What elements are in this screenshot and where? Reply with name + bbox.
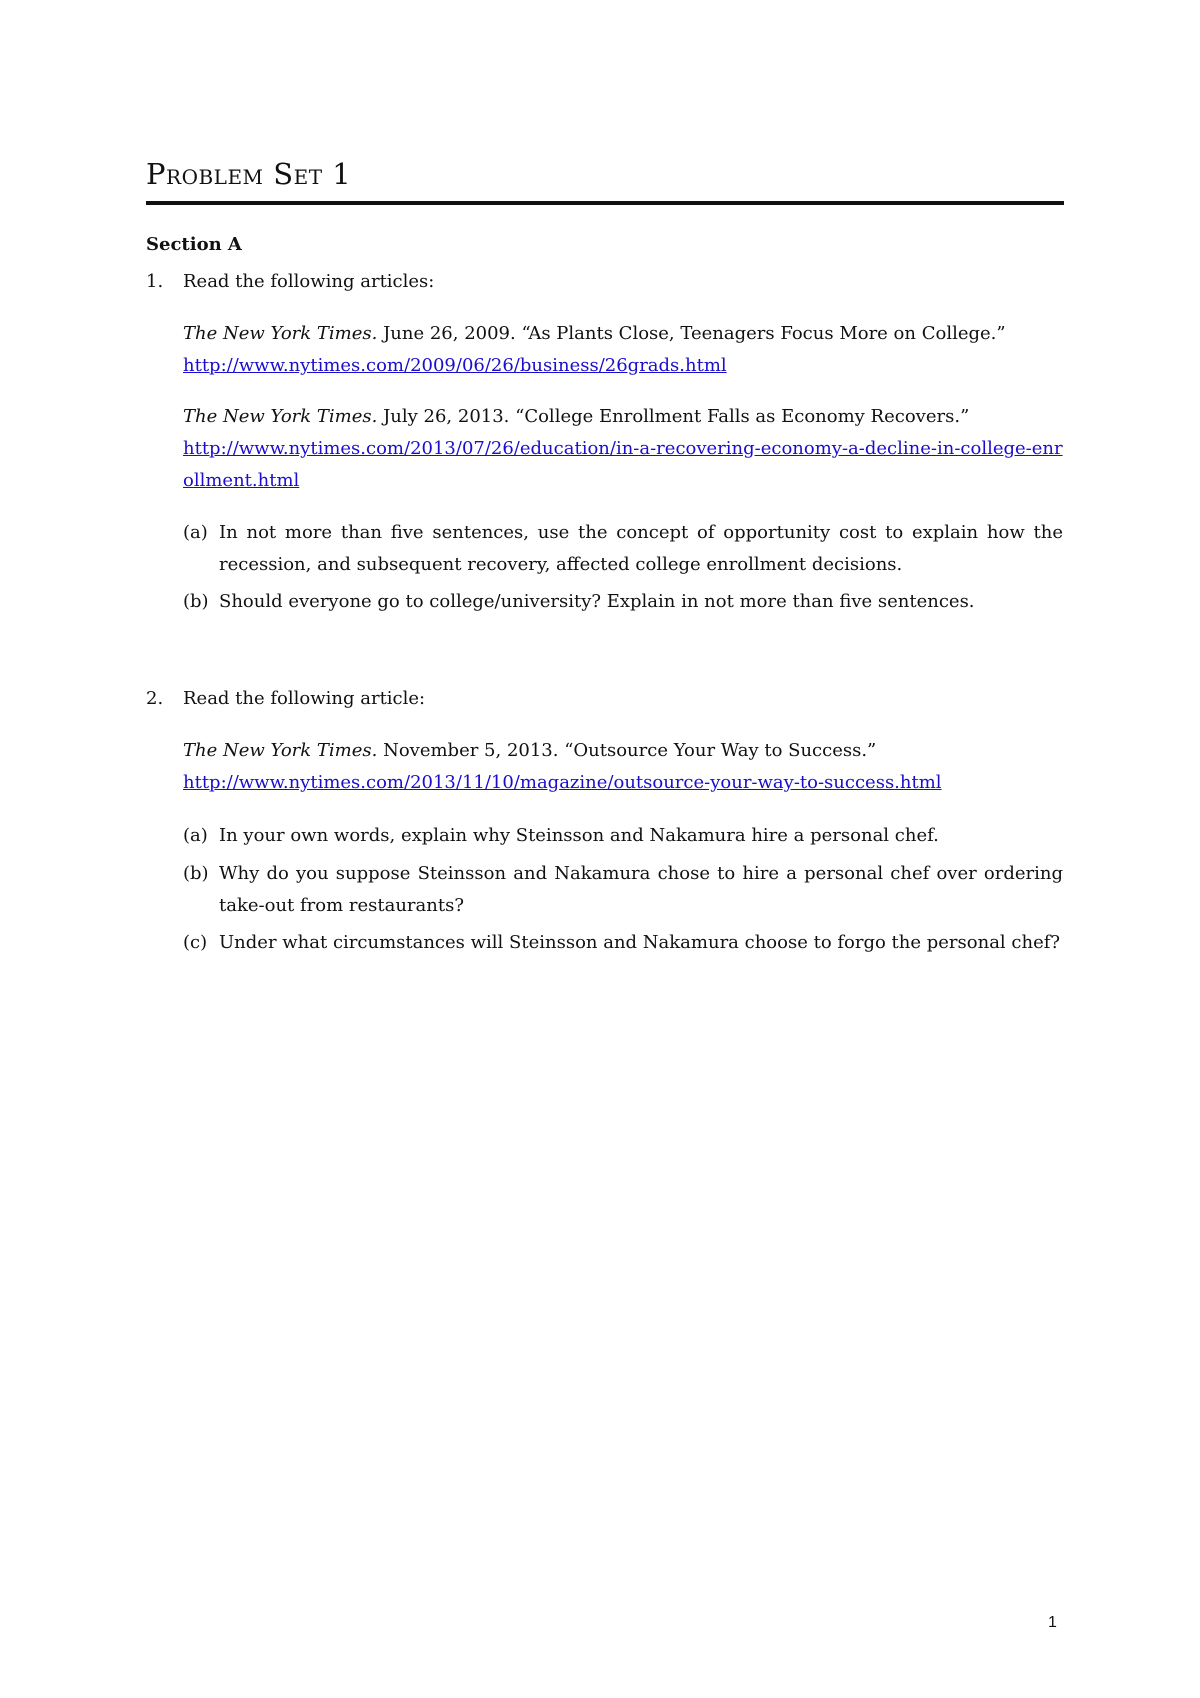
section-heading: Section A [146,234,242,255]
part-text: Under what circumstances will Steinsson and Nakamura choose to forgo the personal chef? [219,932,1061,953]
part-label: (c) [183,932,208,953]
question-1-reference-1 [183,318,1063,382]
part-label: (a) [183,522,208,543]
question-1-part-b [183,586,1063,618]
part-text: Why do you suppose Steinsson and Nakamura chose to hire a personal chef over ordering take-out from restaurants? [219,863,1063,916]
reference-source: The New York Times. [183,323,378,344]
part-label: (b) [183,863,209,884]
question-2-part-c [183,927,1063,959]
question-2-part-a [183,820,1063,852]
reference-citation: November 5, 2013. “Outsource Your Way to Success.” [377,740,877,761]
question-2-reference-1 [183,735,1063,799]
question-1-reference-2 [183,401,1063,497]
part-label: (b) [183,591,209,612]
question-1-prompt: Read the following articles: [183,271,435,292]
question-1-number: 1. [146,271,164,292]
question-2-prompt: Read the following article: [183,688,426,709]
reference-link[interactable]: http://www.nytimes.com/2009/06/26/business/26grads.html [183,355,727,376]
page-title: Problem Set 1 [146,157,352,191]
reference-source: The New York Times. [183,406,378,427]
question-1-part-a [183,517,1063,581]
reference-link[interactable]: http://www.nytimes.com/2013/11/10/magazine/outsource-your-way-to-success.html [183,772,942,793]
reference-link[interactable]: http://www.nytimes.com/2013/07/26/education/in-a-recovering-economy-a-decline-in-college-enrollment.html [183,438,1063,491]
reference-source: The New York Times. [183,740,378,761]
title-rule [146,201,1064,205]
reference-citation: July 26, 2013. “College Enrollment Falls as Economy Recovers.” [377,406,970,427]
part-text: In not more than five sentences, use the concept of opportunity cost to explain how the recession, and subsequent recovery, affected college enrollment decisions. [219,522,1063,575]
reference-citation: June 26, 2009. “As Plants Close, Teenagers Focus More on College.” [377,323,1006,344]
page-number: 1 [1048,1614,1057,1631]
part-text: In your own words, explain why Steinsson and Nakamura hire a personal chef. [219,825,939,846]
question-2-number: 2. [146,688,164,709]
part-label: (a) [183,825,208,846]
question-2-part-b [183,858,1063,922]
part-text: Should everyone go to college/university? Explain in not more than five sentences. [219,591,975,612]
